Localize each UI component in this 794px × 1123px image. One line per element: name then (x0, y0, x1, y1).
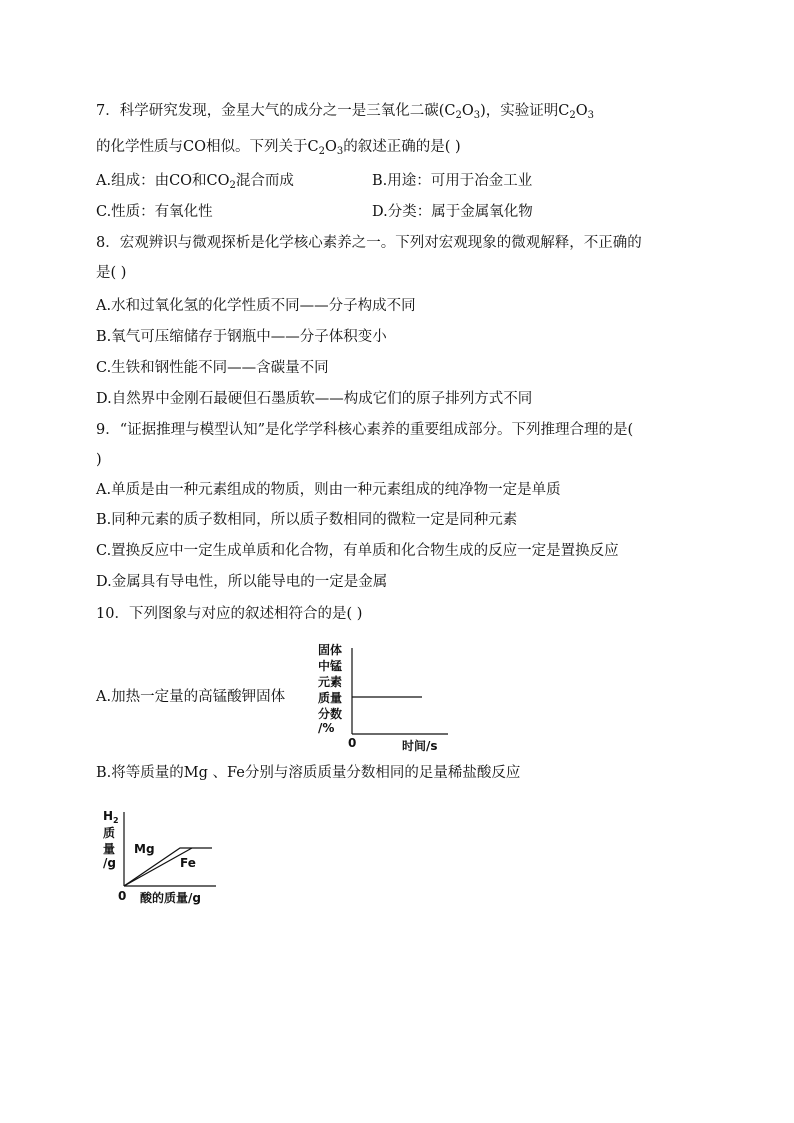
graph-a-ylabel-6: /% (318, 721, 335, 735)
graph-b-xlabel: 酸的质量/g (140, 891, 201, 905)
q9-option-a: A.单质是由一种元素组成的物质，则由一种元素组成的纯净物一定是单质 (96, 482, 561, 498)
graph-a-ylabel-4: 质量 (318, 691, 343, 705)
graph-a-ylabel-3: 元素 (318, 675, 343, 689)
q9-option-c: C.置换反应中一定生成单质和化合物，有单质和化合物生成的反应一定是置换反应 (96, 543, 619, 559)
q9-line2: ) (96, 452, 102, 468)
graph-b-plot (112, 808, 222, 898)
graph-b-origin: 0 (118, 889, 127, 903)
q8-line2: 是( ) (96, 265, 127, 281)
graph-a-plot (340, 638, 460, 748)
graph-b-series-fe: Fe (180, 856, 196, 870)
graph-b-series-mg: Mg (134, 842, 155, 856)
q8-option-d: D.自然界中金刚石最硬但石墨质软——构成它们的原子排列方式不同 (96, 391, 533, 407)
graph-a-ylabel-1: 固体 (318, 643, 343, 657)
graph-a-xlabel: 时间/s (402, 739, 438, 753)
q7-option-b: B.用途：可用于冶金工业 (372, 173, 533, 189)
q10-option-a: A.加热一定量的高锰酸钾固体 (96, 689, 286, 705)
graph-b-ylabel-2: 量 (103, 842, 116, 856)
q8-line1: 8．宏观辨识与微观探析是化学核心素养之一。下列对宏观现象的微观解释，不正确的 (96, 235, 642, 251)
graph-b-ylabel-1: 质 (103, 826, 116, 840)
graph-b-ylabel-h2: $H_2$ (103, 809, 119, 825)
graph-a-ylabel-2: 中锰 (318, 659, 343, 673)
graph-b-ylabel-3: /g (103, 856, 116, 870)
graph-a-ylabel-5: 分数 (318, 707, 343, 721)
q8-option-c: C.生铁和钢性能不同——含碳量不同 (96, 360, 329, 376)
q7-line1: 7．科学研究发现，金星大气的成分之一是三氧化二碳$(C_2O_3)$，实验证明$C_2O_3$ (96, 103, 595, 121)
q9-line1: 9．“证据推理与模型认知”是化学学科核心素养的重要组成部分。下列推理合理的是( (96, 422, 634, 438)
q10-stem: 10．下列图象与对应的叙述相符合的是( ) (96, 606, 363, 622)
graph-a-origin: 0 (348, 736, 357, 750)
q9-option-d: D.金属具有导电性，所以能导电的一定是金属 (96, 574, 388, 590)
q9-option-b: B.同种元素的质子数相同，所以质子数相同的微粒一定是同种元素 (96, 512, 518, 528)
q7-option-a: A.组成：由CO和$CO_2$混合而成 (96, 173, 294, 191)
q7-line2: 的化学性质与CO相似。下列关于$C_2O_3$的叙述正确的是( ) (96, 139, 461, 157)
q7-option-d: D.分类：属于金属氧化物 (372, 204, 533, 220)
q10-option-b: B.将等质量的Mg 、Fe分别与溶质质量分数相同的足量稀盐酸反应 (96, 765, 521, 781)
q7-option-c: C.性质：有氧化性 (96, 204, 213, 220)
q8-option-a: A.水和过氧化氢的化学性质不同——分子构成不同 (96, 298, 416, 314)
q8-option-b: B.氧气可压缩储存于钢瓶中——分子体积变小 (96, 329, 387, 345)
